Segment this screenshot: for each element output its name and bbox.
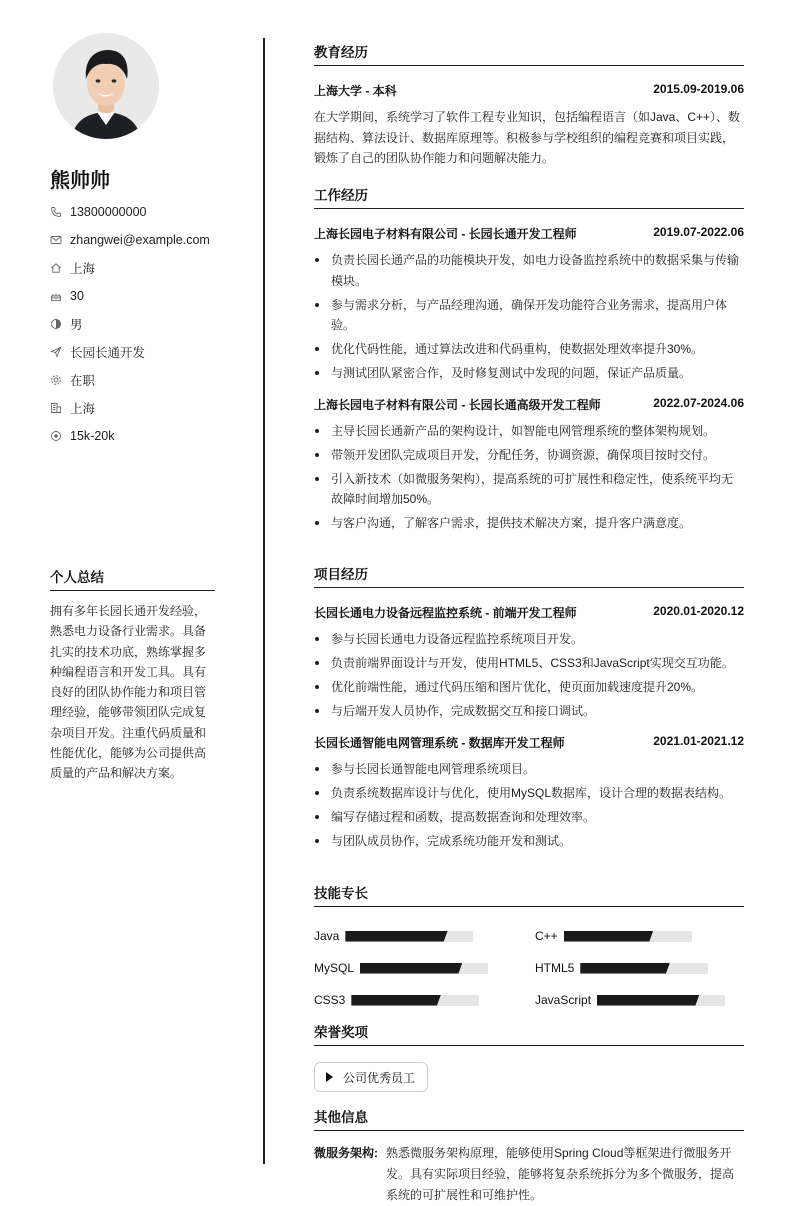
list-item: 负责前端界面设计与开发，使用HTML5、CSS3和JavaScript实现交互功能。 — [314, 653, 744, 674]
work-item-title: 上海长园电子材料有限公司 - 长园长通开发工程师 — [314, 227, 577, 241]
summary-title: 个人总结 — [50, 566, 215, 591]
gender-value: 男 — [70, 318, 83, 332]
project-item-period: 2020.01-2020.12 — [653, 604, 744, 618]
summary-section — [50, 566, 215, 784]
work-item-head — [314, 225, 744, 242]
info-gender — [50, 310, 210, 338]
project-item-title: 长园长通智能电网管理系统 - 数据库开发工程师 — [314, 735, 565, 750]
work-item-period: 2022.07-2024.06 — [653, 395, 744, 410]
work-title: 工作经历 — [314, 184, 744, 209]
skill-name: HTML5 — [535, 961, 575, 975]
skills-title: 技能专长 — [314, 882, 744, 907]
list-item: 负责系统数据库设计与优化，使用MySQL数据库，设计合理的数据表结构。 — [314, 783, 744, 804]
project-item-head — [314, 604, 744, 621]
phone-icon — [50, 206, 62, 218]
award-label: 公司优秀员工 — [343, 1070, 416, 1085]
skill-name: JavaScript — [535, 993, 592, 1007]
skill-bar — [564, 931, 692, 942]
list-item: 与团队成员协作，完成系统功能开发和测试。 — [314, 831, 744, 852]
list-item: 优化代码性能，通过算法改进和代码重构，使数据处理效率提升30%。 — [314, 339, 744, 360]
target-city-value: 上海 — [70, 402, 96, 416]
skills-section — [314, 882, 744, 1016]
other-title: 其他信息 — [314, 1106, 744, 1131]
salary-value: 15k-20k — [70, 429, 115, 443]
education-title: 教育经历 — [314, 41, 744, 66]
education-desc: 在大学期间，系统学习了软件工程专业知识，包括编程语言（如Java、C++）、数据结构、算法设计、数据库原理等。积极参与学校组织的编程竞赛和项目实践，锻炼了自己的团队协作能力和问题解决能力。 — [314, 110, 741, 165]
age-value: 30 — [70, 289, 84, 303]
location-value: 上海 — [70, 262, 96, 276]
work-item-period: 2019.07-2022.06 — [653, 225, 744, 239]
list-item: 主导长园长通新产品的架构设计，如智能电网管理系统的整体架构规划。 — [314, 421, 744, 442]
candidate-name: 熊帅帅 — [50, 170, 110, 192]
info-status — [50, 366, 210, 394]
list-item: 与后端开发人员协作，完成数据交互和接口调试。 — [314, 701, 744, 722]
send-icon — [50, 346, 62, 358]
work-item-title: 上海长园电子材料有限公司 - 长园长通高级开发工程师 — [314, 397, 601, 412]
home-icon — [50, 262, 62, 274]
skill-bar-fill — [360, 963, 462, 974]
column-divider — [263, 38, 265, 1164]
education-period: 2015.09-2019.06 — [653, 82, 744, 96]
list-item: 优化前端性能，通过代码压缩和图片优化，使页面加载速度提升20%。 — [314, 677, 744, 698]
awards-title: 荣誉奖项 — [314, 1021, 744, 1046]
building-icon — [50, 402, 62, 414]
project-item-bullets — [314, 759, 744, 852]
projects-section — [314, 563, 744, 855]
skill-item — [535, 920, 744, 952]
other-item — [314, 1143, 744, 1206]
list-item: 负责长园长通产品的功能模块开发，如电力设备监控系统中的数据采集与传输模块。 — [314, 250, 744, 291]
mail-icon — [50, 234, 62, 246]
skill-name: CSS3 — [314, 993, 346, 1007]
work-item-head — [314, 396, 744, 413]
work-section — [314, 184, 744, 537]
skill-bar-fill — [564, 931, 654, 942]
target-position-value: 长园长通开发 — [70, 346, 146, 360]
avatar-portrait-icon — [53, 33, 159, 139]
info-target-city — [50, 394, 210, 422]
list-item: 参与需求分析，与产品经理沟通，确保开发功能符合业务需求，提高用户体验。 — [314, 295, 744, 336]
other-section — [314, 1106, 744, 1206]
other-item-value: 熟悉微服务架构原理，能够使用Spring Cloud等框架进行微服务开发。具有实际项目经验，能够将复杂系统拆分为多个微服务，提高系统的可扩展性和可维护性。 — [386, 1146, 735, 1202]
phone-value: 13800000000 — [70, 205, 147, 219]
skill-name: Java — [314, 929, 340, 943]
info-target-position — [50, 338, 210, 366]
awards-section — [314, 1021, 744, 1092]
list-item: 参与长园长通电力设备远程监控系统项目开发。 — [314, 629, 744, 650]
status-value: 在职 — [70, 374, 96, 388]
skill-name: MySQL — [314, 961, 355, 975]
list-item: 与客户沟通，了解客户需求，提供技术解决方案，提升客户满意度。 — [314, 513, 744, 534]
cake-icon — [50, 290, 62, 302]
summary-text: 拥有多年长园长通开发经验，熟悉电力设备行业需求。具备扎实的技术功底，熟练掌握多种编程语言和开发工具。具有良好的团队协作能力和项目管理经验，能够带领团队完成复杂项目开发。注重代码质量和性能优化，能够为公司提供高质量的产品和解决方案。 — [50, 604, 207, 781]
skill-bar-fill — [597, 995, 699, 1006]
play-icon — [326, 1072, 333, 1082]
award-tag[interactable] — [314, 1062, 428, 1092]
other-item-key: 微服务架构: — [314, 1146, 378, 1160]
contact-info-list — [50, 198, 210, 450]
skills-grid — [314, 920, 744, 1016]
list-item: 与测试团队紧密合作，及时修复测试中发现的问题，保证产品质量。 — [314, 363, 744, 384]
skill-item — [314, 952, 535, 984]
skill-bar-fill — [351, 995, 441, 1006]
skill-bar — [597, 995, 725, 1006]
info-phone — [50, 198, 210, 226]
skill-item — [535, 952, 744, 984]
skill-bar — [345, 931, 473, 942]
coin-icon — [50, 430, 62, 442]
project-item-title: 长园长通电力设备远程监控系统 - 前端开发工程师 — [314, 606, 577, 620]
avatar — [53, 33, 159, 139]
skill-bar — [351, 995, 479, 1006]
info-location — [50, 254, 210, 282]
gear-icon — [50, 374, 62, 386]
list-item: 编写存储过程和函数，提高数据查询和处理效率。 — [314, 807, 744, 828]
list-item: 引入新技术（如微服务架构），提高系统的可扩展性和稳定性，使系统平均无故障时间增加50%。 — [314, 469, 744, 510]
project-item-head — [314, 734, 744, 751]
education-item-head — [314, 82, 744, 99]
list-item: 参与长园长通智能电网管理系统项目。 — [314, 759, 744, 780]
education-school: 上海大学 - 本科 — [314, 84, 397, 98]
info-email — [50, 226, 210, 254]
list-item: 带领开发团队完成项目开发，分配任务，协调资源，确保项目按时交付。 — [314, 445, 744, 466]
work-item-bullets — [314, 250, 744, 384]
education-section — [314, 41, 744, 169]
project-item-bullets — [314, 629, 744, 722]
skill-bar — [360, 963, 488, 974]
skill-item — [314, 984, 535, 1016]
gender-icon — [50, 318, 62, 330]
skill-bar-fill — [345, 931, 447, 942]
work-item-bullets — [314, 421, 744, 534]
info-salary — [50, 422, 210, 450]
skill-name: C++ — [535, 929, 558, 943]
projects-title: 项目经历 — [314, 563, 744, 588]
skill-bar — [580, 963, 708, 974]
skill-item — [314, 920, 535, 952]
skill-item — [535, 984, 744, 1016]
skill-bar-fill — [580, 963, 670, 974]
email-value: zhangwei@example.com — [70, 233, 210, 247]
info-age — [50, 282, 210, 310]
project-item-period: 2021.01-2021.12 — [653, 733, 744, 748]
